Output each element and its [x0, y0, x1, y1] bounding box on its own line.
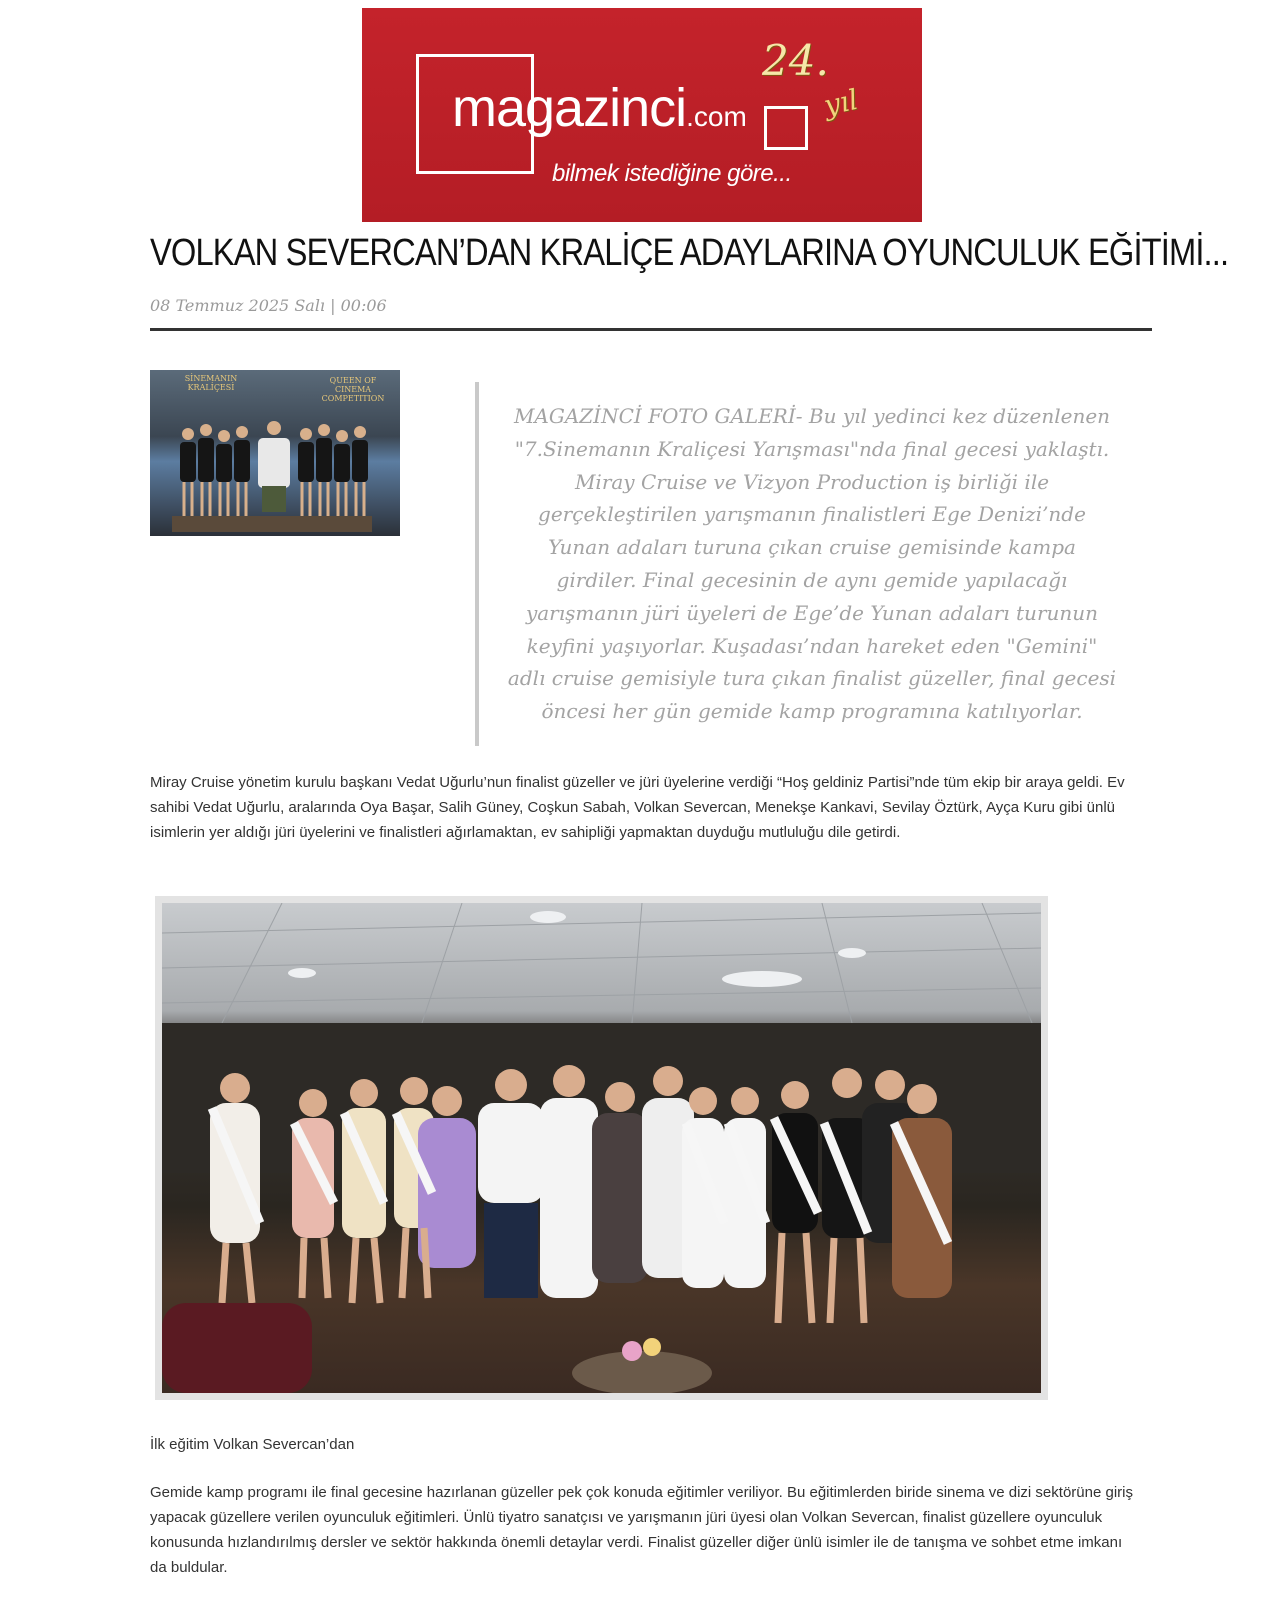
article-title: VOLKAN SEVERCAN’DAN KRALİÇE ADAYLARINA OYUNCULUK EĞİTİMİ...: [150, 232, 1229, 274]
thumbnail-banner-text-left: SİNEMANIN KRALİÇESİ: [184, 374, 238, 392]
title-divider: [150, 328, 1152, 331]
article-paragraph: Miray Cruise yönetim kurulu başkanı Vedat Uğurlu’nun finalist güzeller ve jüri üyelerine verdiği “Hoş geldiniz Partisi”nde tüm ekip bir araya geldi. Ev sahibi Vedat Uğurlu, aralarında Oya Başar, Salih Güney, Coşkun Sabah, Volkan Severcan, Menekşe Kankavi, Sevilay Öztürk, Ayça Kuru gibi ünlü isimlerin yer aldığı jüri üyelerini ve finalistleri ağırlamaktan, ev sahipliği yapmaktan duyduğu mutluluğu dile getirdi.: [150, 774, 1125, 841]
thumbnail-group-figures: [172, 398, 372, 532]
article-date: 08 Temmuz 2025 Salı | 00:06: [150, 296, 387, 315]
article-paragraph: Gemide kamp programı ile final gecesine hazırlanan güzeller pek çok konuda eğitimler veriliyor. Bu eğitimlerden biride sinema ve dizi sektörüne giriş yapacak güzellere verilen oyunculuk eğitimleri. Ünlü tiyatro sanatçısı ve yarışmanın jüri üyesi olan Volkan Severcan, finalist güzellere oyunculuk konusunda hızlandırılmış dersler ve sektör hakkında önemli detaylar verdi. Finalist güzeller diğer ünlü isimler ile de tanışma ve sohbet etme imkanı da buldular.: [150, 1484, 1133, 1576]
logo-brand-main: magazinci: [452, 78, 687, 138]
logo-frame-small: [764, 106, 808, 150]
lead-quote-bar: [475, 382, 479, 746]
logo-wordmark: [452, 78, 747, 147]
logo-anniversary-word: yıl: [820, 82, 861, 123]
thumbnail-banner-text-right: QUEEN OF CINEMA COMPETITION: [321, 376, 385, 403]
logo-tagline: bilmek istediğine göre...: [552, 160, 792, 187]
logo-anniversary-number: 24.: [762, 36, 829, 85]
logo-brand-suffix: .com: [686, 101, 747, 132]
site-logo-banner[interactable]: [362, 8, 922, 222]
gallery-thumbnail[interactable]: [150, 370, 400, 536]
group-photo-image: [162, 903, 1041, 1393]
article-lead: MAGAZİNCİ FOTO GALERİ- Bu yıl yedinci kez düzenlenen "7.Sinemanın Kraliçesi Yarışması"nda final gecesi yaklaştı. Miray Cruise ve Vizyon Production iş birliği ile gerçekleştirilen yarışmanın finalistleri Ege Denizi’nde Yunan adaları turuna çıkan cruise gemisinde kampa girdiler. Final gecesinin de aynı gemide yapılacağı yarışmanın jüri üyeleri de Ege’de Yunan adaları turunun keyfini yaşıyorlar. Kuşadası’ndan hareket eden "Gemini" adlı cruise gemisiyle tura çıkan finalist güzeller, final gecesi öncesi her gün gemide kamp programına katılıyorlar.: [507, 404, 1117, 724]
section-subheading: İlk eğitim Volkan Severcan’dan: [150, 1436, 355, 1453]
group-photo-illustration: [162, 903, 1041, 1393]
article-main-photo[interactable]: [155, 896, 1048, 1400]
